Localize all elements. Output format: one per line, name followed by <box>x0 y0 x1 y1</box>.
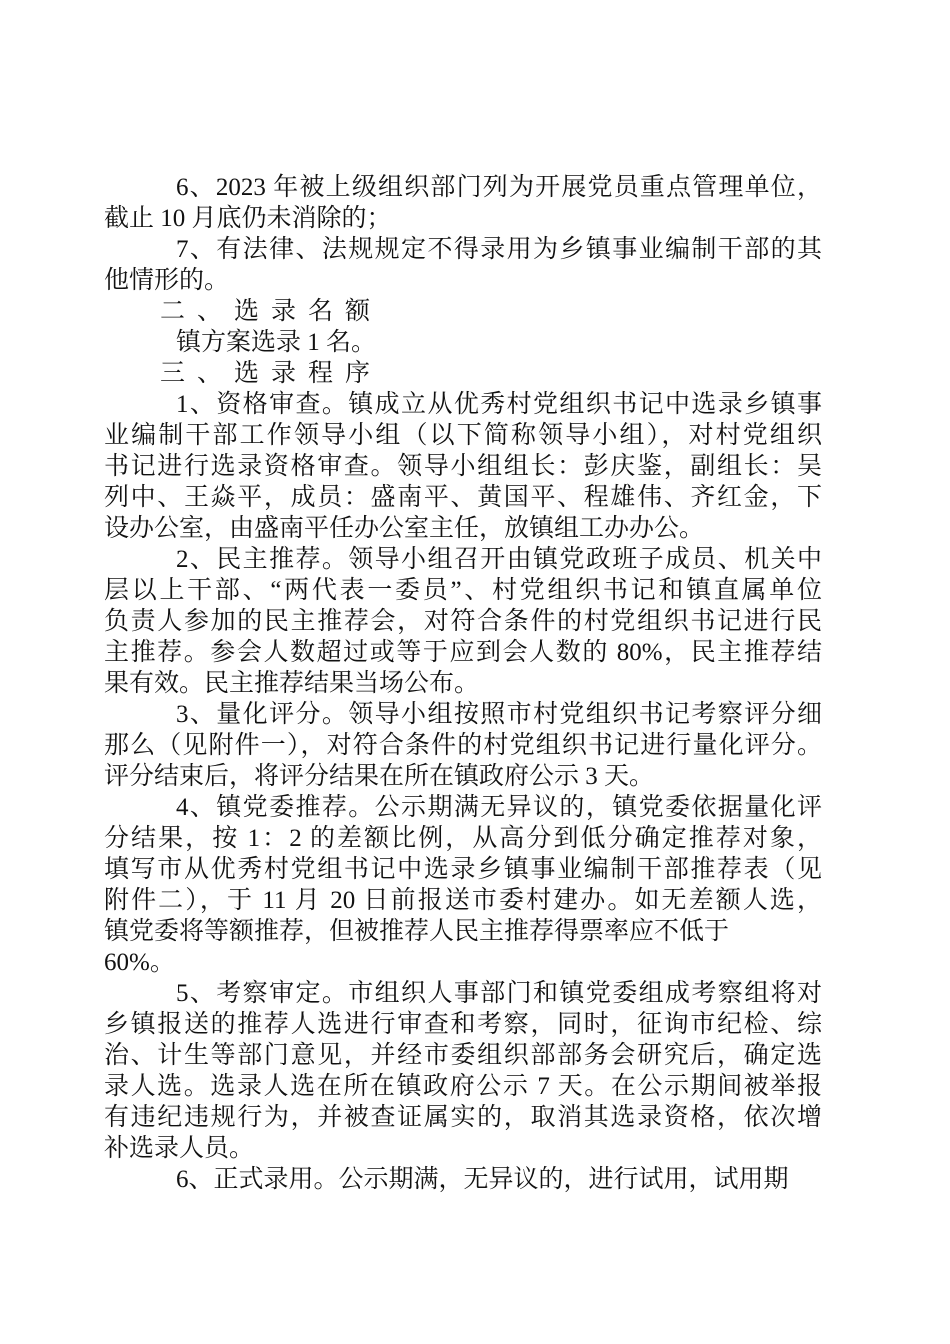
text-line: 镇党委将等额推荐，但被推荐人民主推荐得票率应不低于 <box>104 918 730 945</box>
text-line: 层以上干部、“两代表一委员”、村党组织书记和镇直属单位 <box>104 577 822 604</box>
text-line: 负责人参加的民主推荐会，对符合条件的村党组织书记进行民 <box>104 608 822 635</box>
text-line: 设办公室，由盛南平任办公室主任，放镇组工办办公。 <box>104 515 705 542</box>
text-line: 60%。 <box>104 949 175 976</box>
text-line: 主推荐。参会人数超过或等于应到会人数的 80%，民主推荐结 <box>104 639 822 666</box>
text-line: 3、量化评分。领导小组按照市村党组织书记考察评分细 <box>176 701 822 728</box>
heading-line: 二、选录名额 <box>160 298 383 325</box>
text-line: 6、2023 年被上级组织部门列为开展党员重点管理单位， <box>176 174 822 201</box>
text-line: 2、民主推荐。领导小组召开由镇党政班子成员、机关中 <box>176 546 822 573</box>
text-line: 6、正式录用。公示期满，无异议的，进行试用，试用期 <box>176 1166 789 1193</box>
text-line: 附件二），于 11 月 20 日前报送市委村建办。如无差额人选， <box>104 887 822 914</box>
document-body <box>104 172 822 1195</box>
text-line: 5、考察审定。市组织人事部门和镇党委组成考察组将对 <box>176 980 822 1007</box>
text-line: 评分结束后，将评分结果在所在镇政府公示 3 天。 <box>104 763 655 790</box>
text-line: 分结果，按 1：2 的差额比例，从高分到低分确定推荐对象， <box>104 825 822 852</box>
text-line: 那么（见附件一），对符合条件的村党组织书记进行量化评分。 <box>104 732 822 759</box>
text-line: 列中、王焱平，成员：盛南平、黄国平、程雄伟、齐红金，下 <box>104 484 822 511</box>
text-line: 他情形的。 <box>104 267 230 294</box>
text-line: 截止 10 月底仍未消除的； <box>104 205 392 232</box>
text-line: 1、资格审查。镇成立从优秀村党组织书记中选录乡镇事 <box>176 391 822 418</box>
text-line: 镇方案选录 1 名。 <box>176 329 377 356</box>
text-line: 业编制干部工作领导小组（以下简称领导小组），对村党组织 <box>104 422 822 449</box>
text-line: 乡镇报送的推荐人选进行审查和考察，同时，征询市纪检、综 <box>104 1011 822 1038</box>
text-line: 书记进行选录资格审查。领导小组组长：彭庆鉴，副组长：吴 <box>104 453 822 480</box>
text-line: 补选录人员。 <box>104 1135 255 1162</box>
heading-line: 三、选录程序 <box>160 360 383 387</box>
text-line: 录人选。选录人选在所在镇政府公示 7 天。在公示期间被举报 <box>104 1073 822 1100</box>
text-line: 治、计生等部门意见，并经市委组织部部务会研究后，确定选 <box>104 1042 822 1069</box>
text-line: 7、有法律、法规规定不得录用为乡镇事业编制干部的其 <box>176 236 822 263</box>
text-line: 有违纪违规行为，并被查证属实的，取消其选录资格，依次增 <box>104 1104 822 1131</box>
text-line: 果有效。民主推荐结果当场公布。 <box>104 670 480 697</box>
text-line: 填写市从优秀村党组书记中选录乡镇事业编制干部推荐表（见 <box>104 856 822 883</box>
text-line: 4、镇党委推荐。公示期满无异议的，镇党委依据量化评 <box>176 794 822 821</box>
